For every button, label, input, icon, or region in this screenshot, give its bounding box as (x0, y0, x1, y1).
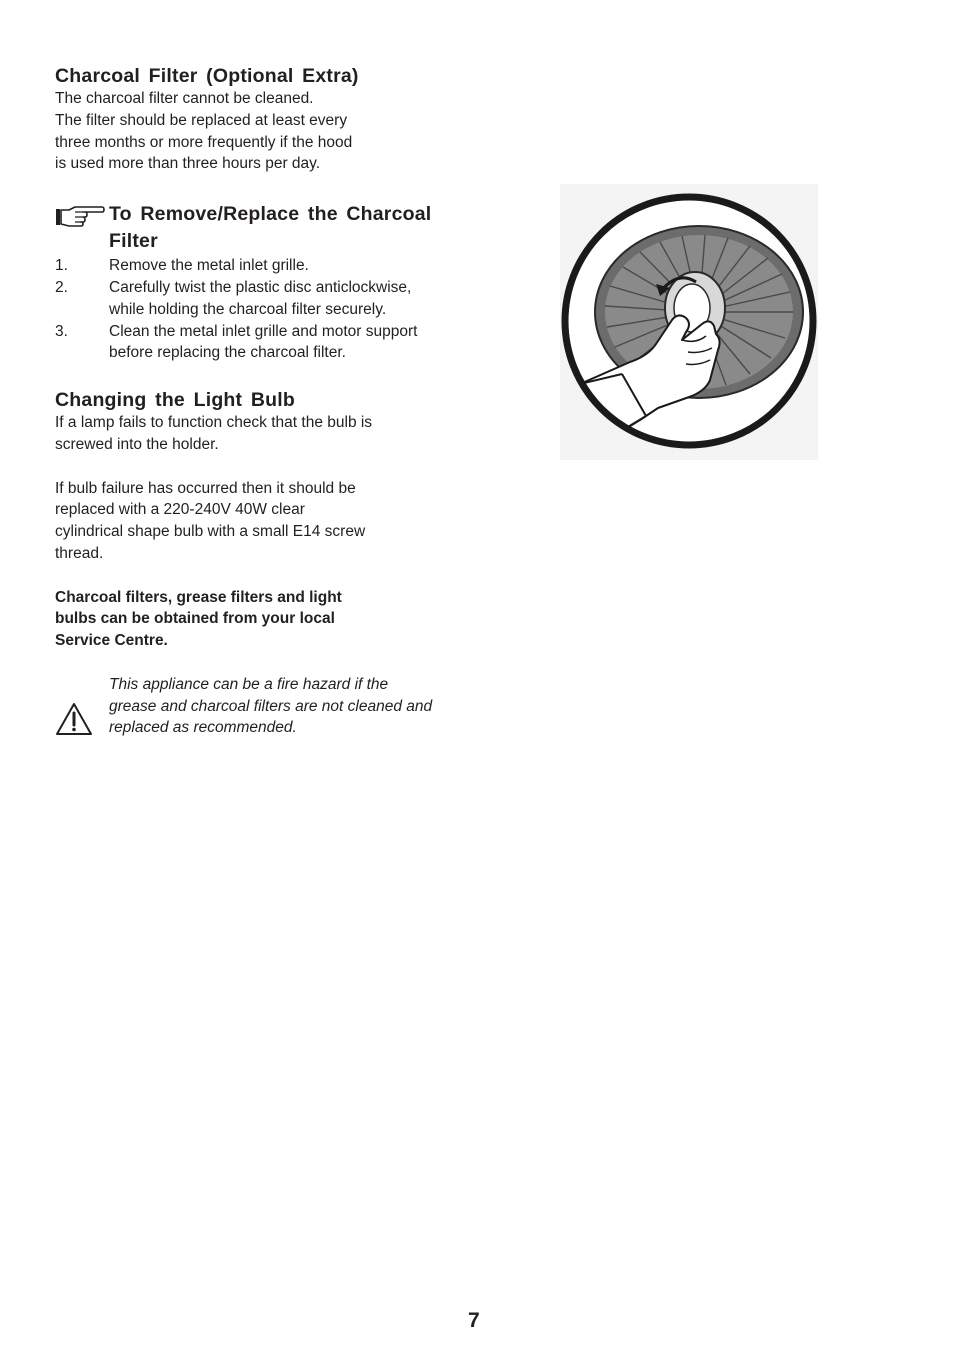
light-bulb-heading: Changing the Light Bulb (55, 389, 295, 412)
light-bulb-section (55, 388, 475, 652)
warning-text: grease and charcoal filters are not cleaned and (109, 697, 433, 715)
charcoal-filter-illustration (560, 184, 818, 460)
page-number: 7 (468, 1309, 480, 1332)
bulb-text: replaced with a 220-240V 40W clear (55, 501, 305, 519)
note-text: bulbs can be obtained from your local (55, 610, 335, 628)
charcoal-filter-section (55, 64, 475, 175)
remove-heading-line1: To Remove/Replace the Charcoal (109, 203, 432, 226)
step-text: Remove the metal inlet grille. (109, 257, 309, 275)
service-centre-note (55, 587, 475, 652)
remove-replace-heading (109, 201, 475, 255)
charcoal-filter-heading: Charcoal Filter (Optional Extra) (55, 65, 359, 87)
charcoal-line: three months or more frequently if the hood (55, 133, 353, 151)
list-item (55, 277, 475, 321)
charcoal-line: is used more than three hours per day. (55, 155, 321, 173)
step-number: 2. (55, 278, 68, 296)
bulb-text: If bulb failure has occurred then it should be (55, 479, 356, 497)
charcoal-line: The charcoal filter cannot be cleaned. (55, 90, 314, 107)
warning-text: This appliance can be a fire hazard if the (109, 675, 389, 693)
steps-list (55, 255, 475, 364)
main-column (55, 64, 475, 739)
step-text: Carefully twist the plastic disc anticlockwise, (109, 278, 412, 296)
bulb-text: thread. (55, 544, 104, 562)
remove-heading-line2: Filter (109, 230, 158, 253)
bulb-text: If a lamp fails to function check that the bulb is (55, 414, 373, 432)
step-text: while holding the charcoal filter securely. (109, 300, 387, 318)
step-text: before replacing the charcoal filter. (109, 344, 346, 362)
step-text: Clean the metal inlet grille and motor support (109, 322, 418, 340)
fire-hazard-warning (55, 674, 475, 739)
warning-text: replaced as recommended. (109, 719, 297, 737)
list-item (55, 321, 475, 365)
warning-triangle-icon (55, 702, 93, 736)
step-number: 1. (55, 257, 68, 275)
list-item (55, 255, 475, 277)
remove-replace-section (55, 201, 475, 364)
note-text: Charcoal filters, grease filters and light (55, 588, 342, 606)
charcoal-line: The filter should be replaced at least every (55, 111, 348, 129)
bulb-text: screwed into the holder. (55, 435, 219, 453)
bulb-text: cylindrical shape bulb with a small E14 screw (55, 523, 366, 541)
step-number: 3. (55, 322, 68, 340)
pointing-hand-icon (55, 204, 105, 228)
note-text: Service Centre. (55, 632, 168, 650)
